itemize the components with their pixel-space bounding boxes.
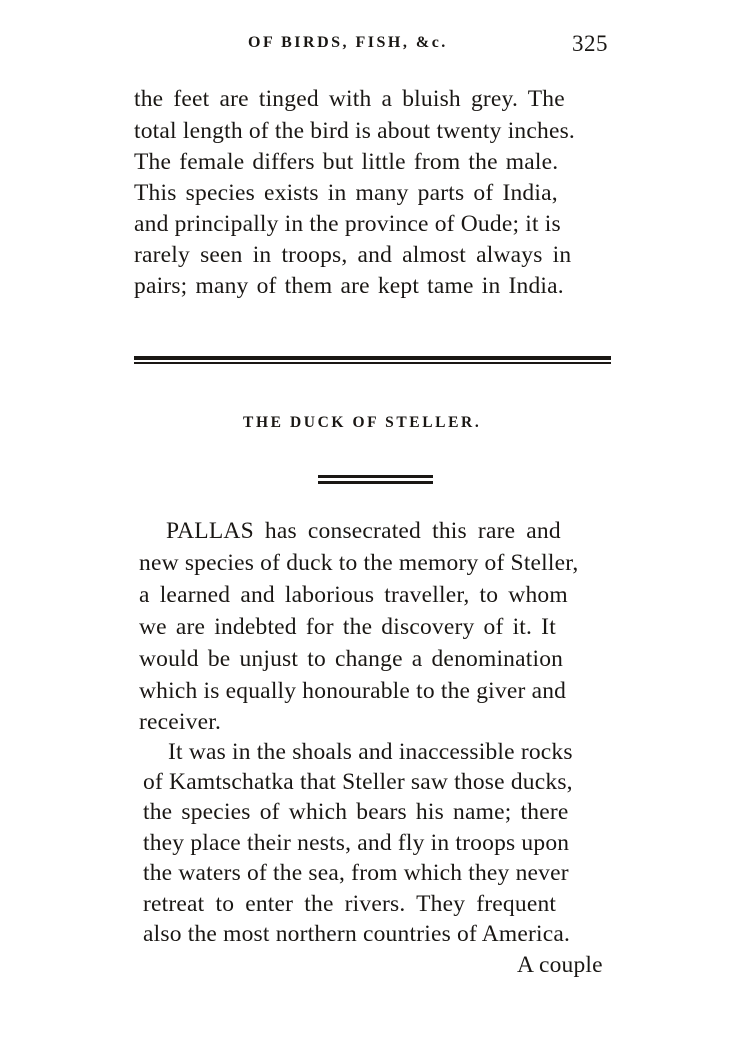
text-line: the waters of the sea, from which they never (143, 860, 569, 886)
running-head: OF BIRDS, FISH, &c. (248, 34, 448, 51)
text-line: rarely seen in troops, and almost always in (134, 242, 572, 268)
text-line: a learned and laborious traveller, to whom (139, 582, 568, 608)
ornament-rule-bottom (318, 481, 433, 484)
section-divider-thick (134, 356, 611, 360)
catchword: A couple (517, 952, 603, 978)
page-number: 325 (572, 31, 608, 56)
text-line: and principally in the province of Oude; it is (134, 211, 561, 237)
text-line: also the most northern countries of America. (143, 921, 571, 947)
ornament-rule-top (318, 475, 433, 478)
text-line: we are indebted for the discovery of it. It (139, 614, 556, 640)
text-line: retreat to enter the rivers. They frequent (143, 891, 557, 917)
text-line: which is equally honourable to the giver and (139, 678, 567, 704)
text-line: It was in the shoals and inaccessible rocks (168, 739, 573, 765)
section-title: THE DUCK OF STELLER. (243, 414, 482, 431)
text-line: PALLAS has consecrated this rare and (166, 518, 561, 544)
text-line: pairs; many of them are kept tame in India. (134, 273, 564, 299)
text-line: new species of duck to the memory of Steller, (139, 550, 579, 576)
text-line: receiver. (139, 709, 222, 735)
text-line: the species of which bears his name; there (143, 799, 569, 825)
text-line: This species exists in many parts of India, (134, 180, 558, 206)
text-line: would be unjust to change a denomination (139, 646, 564, 672)
text-line: total length of the bird is about twenty inches. (134, 118, 575, 144)
text-line: The female differs but little from the male. (134, 149, 559, 175)
text-line: of Kamtschatka that Steller saw those ducks, (143, 769, 573, 795)
text-line: they place their nests, and fly in troops upon (143, 830, 570, 856)
section-divider-thin (134, 362, 611, 364)
text-line: the feet are tinged with a bluish grey. The (134, 86, 565, 112)
